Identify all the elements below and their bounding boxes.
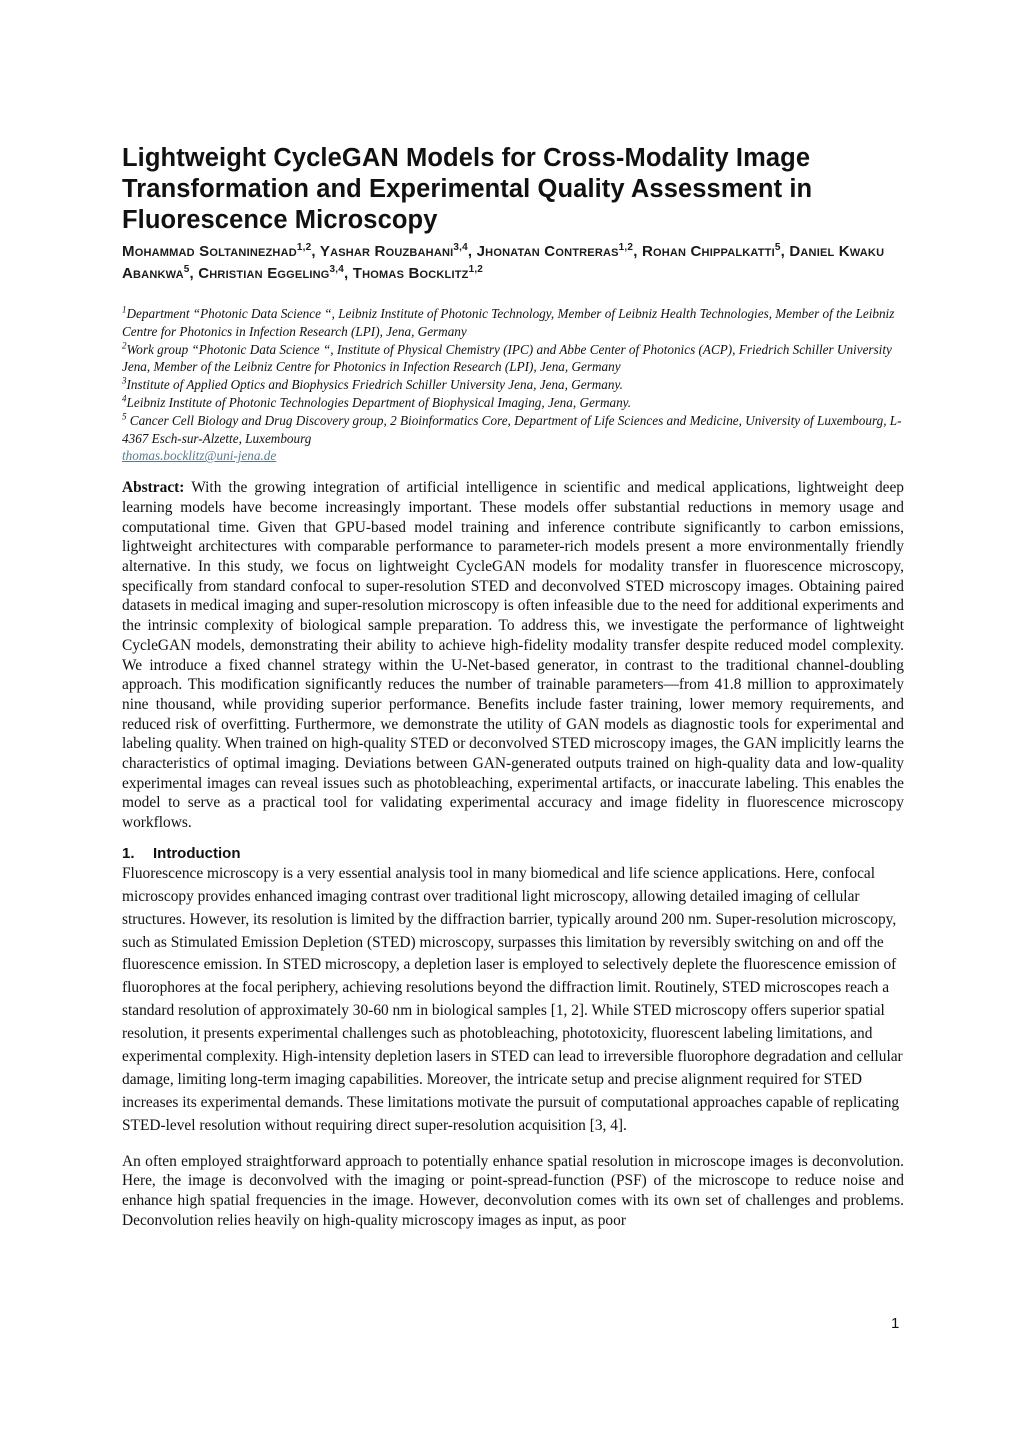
affiliation-number: 4: [122, 393, 127, 404]
intro-paragraph-1: Fluorescence microscopy is a very essential analysis tool in many biomedical and life science applications. Here, confocal microscopy provides enhanced imaging contrast over traditional light microscopy, allowing detailed imaging of cellular structures. However, its resolution is limited by the diffraction barrier, typically around 200 nm. Super-resolution microscopy, such as Stimulated Emission Depletion (STED) microscopy, surpasses this limitation by reversibly switching on and off the fluorescence emission. In STED microscopy, a depletion laser is employed to selectively deplete the fluorescence emission of fluorophores at the focal periphery, achieving resolutions beyond the diffraction limit. Routinely, STED microscopes reach a standard resolution of approximately 30-60 nm in biological samples [1, 2]. While STED microscopy offers superior spatial resolution, it presents experimental challenges such as photobleaching, phototoxicity, fluorescent labeling limitations, and experimental complexity. High-intensity depletion lasers in STED can lead to irreversible fluorophore degradation and cellular damage, limiting long-term imaging capabilities. Moreover, the intricate setup and precise alignment required for STED increases its experimental demands. These limitations motivate the pursuit of computational approaches capable of replicating STED-level resolution without requiring direct super-resolution acquisition [3, 4].: [122, 864, 903, 1134]
abstract-text: With the growing integration of artificial intelligence in scientific and medical applications, lightweight deep learning models have become increasingly important. These models offer substantial reductions in memory usage and computational time. Given that GPU-based model training and inference contribute significantly to carbon emissions, lightweight architectures with comparable performance to parameter-rich models present a more environmentally friendly alternative. In this study, we focus on lightweight CycleGAN models for modality transfer in fluorescence microscopy, specifically from standard confocal to super-resolution STED and deconvolved STED microscopy images. Obtaining paired datasets in medical imaging and super-resolution microscopy is often infeasible due to the need for additional experiments and the intrinsic complexity of biological sample preparation. To address this, we investigate the performance of lightweight CycleGAN models, demonstrating their ability to achieve high-fidelity modality transfer despite reduced model complexity. We introduce a fixed channel strategy within the U-Net-based generator, in contrast to the traditional channel-doubling approach. This modification significantly reduces the number of trainable parameters—from 41.8 million to approximately nine thousand, while providing superior performance. Benefits include faster training, lower memory requirements, and reduced risk of overfitting. Furthermore, we demonstrate the utility of GAN models as diagnostic tools for experimental and labeling quality. When trained on high-quality STED or deconvolved STED microscopy images, the GAN implicitly learns the characteristics of optimal imaging. Deviations between GAN-generated outputs trained on high-quality data and low-quality experimental images can reveal issues such as photobleaching, experimental artifacts, or inaccurate labeling. This enables the model to serve as a practical tool for validating experimental accuracy and image fidelity in fluorescence microscopy workflows.: [122, 479, 905, 832]
affiliation: [122, 394, 904, 412]
affiliation: [122, 305, 904, 341]
author-name: Thomas Bocklitz: [352, 265, 469, 282]
affiliation: [122, 376, 904, 394]
affiliation-text: Leibniz Institute of Photonic Technologies Department of Biophysical Imaging, Jena, Germany.: [126, 394, 632, 410]
page-number: 1: [891, 1315, 900, 1332]
affiliation-number: 1: [122, 304, 127, 315]
author-affiliation-sup: 3,4: [453, 242, 468, 253]
author-affiliation-sup: 5: [774, 242, 781, 253]
page-content: [122, 143, 904, 1231]
author-affiliation-sup: 1,2: [296, 242, 312, 253]
section-heading: [122, 844, 904, 863]
author-name: Rohan Chippalkatti: [641, 243, 775, 260]
author-affiliation-sup: 1,2: [618, 242, 634, 253]
affiliation-text: Work group “Photonic Data Science “, Institute of Physical Chemistry (IPC) and Abbe Center of Photonics (ACP), Friedrich Schiller University Jena, Member of the Leibniz Centre for Photonics in Infection Research (LPI), Jena, Germany: [122, 341, 892, 375]
affiliation-number: 2: [122, 340, 127, 351]
affiliation-number: 5: [122, 411, 127, 422]
abstract-label: Abstract:: [122, 479, 185, 497]
paper-title: Lightweight CycleGAN Models for Cross-Modality Image Transformation and Experimental Quality Assessment in Fluorescence Microscopy: [122, 144, 813, 234]
section-number: 1.: [122, 844, 135, 862]
email-link[interactable]: thomas.bocklitz@uni-jena.de: [122, 448, 277, 464]
author-list: Mohammad Soltaninezhad$^{1,2}$, Yashar Rouzbahani$^{3,4}$, Jhonatan Contreras$^{1,2}$, Rohan Chippalkatti$^5$, Daniel Kwaku Abankwa$^5$, Christian Eggeling$^{3,4}$, Thomas Bocklitz$^{1,2}$: [122, 242, 885, 282]
author-affiliation-sup: 1,2: [468, 264, 484, 275]
affiliation-text: Department “Photonic Data Science “, Leibniz Institute of Photonic Technology, Member of Leibniz Health Technologies, Member of the Leibniz Centre for Photonics in Infection Research (LPI), Jena, Germany: [122, 306, 895, 339]
affiliation-text: Cancer Cell Biology and Drug Discovery group, 2 Bioinformatics Core, Department of Life Sciences and Medicine, University of Luxembourg, L-4367 Esch-sur-Alzette, Luxembourg: [122, 412, 902, 446]
intro-paragraph-2: An often employed straightforward approach to potentially enhance spatial resolution in microscope images is deconvolution. Here, the image is deconvolved with the imaging or point-spread-function (PSF) of the microscope to reduce noise and enhance high spatial frequencies in the image. However, deconvolution comes with its own set of challenges and problems. Deconvolution relies heavily on high-quality microscopy images as input, as poor: [122, 1152, 904, 1229]
author-affiliation-sup: 3,4: [329, 264, 345, 275]
author-name: Yashar Rouzbahani: [319, 243, 454, 260]
affiliation: [122, 412, 904, 448]
affiliation-list: [122, 305, 904, 465]
abstract: [122, 478, 904, 833]
author-name: Christian Eggeling: [198, 265, 330, 282]
author-affiliation-sup: 5: [183, 264, 190, 275]
affiliation: [122, 341, 904, 377]
author-name: Mohammad Soltaninezhad: [122, 243, 297, 260]
affiliation-text: Institute of Applied Optics and Biophysics Friedrich Schiller University Jena, Jena, Germany.: [126, 377, 623, 393]
affiliation-number: 3: [122, 375, 127, 386]
section-title: Introduction: [153, 844, 241, 862]
email-line: [122, 447, 904, 465]
author-name: Daniel Kwaku Abankwa: [122, 243, 885, 282]
author-name: Jhonatan Contreras: [476, 243, 619, 260]
